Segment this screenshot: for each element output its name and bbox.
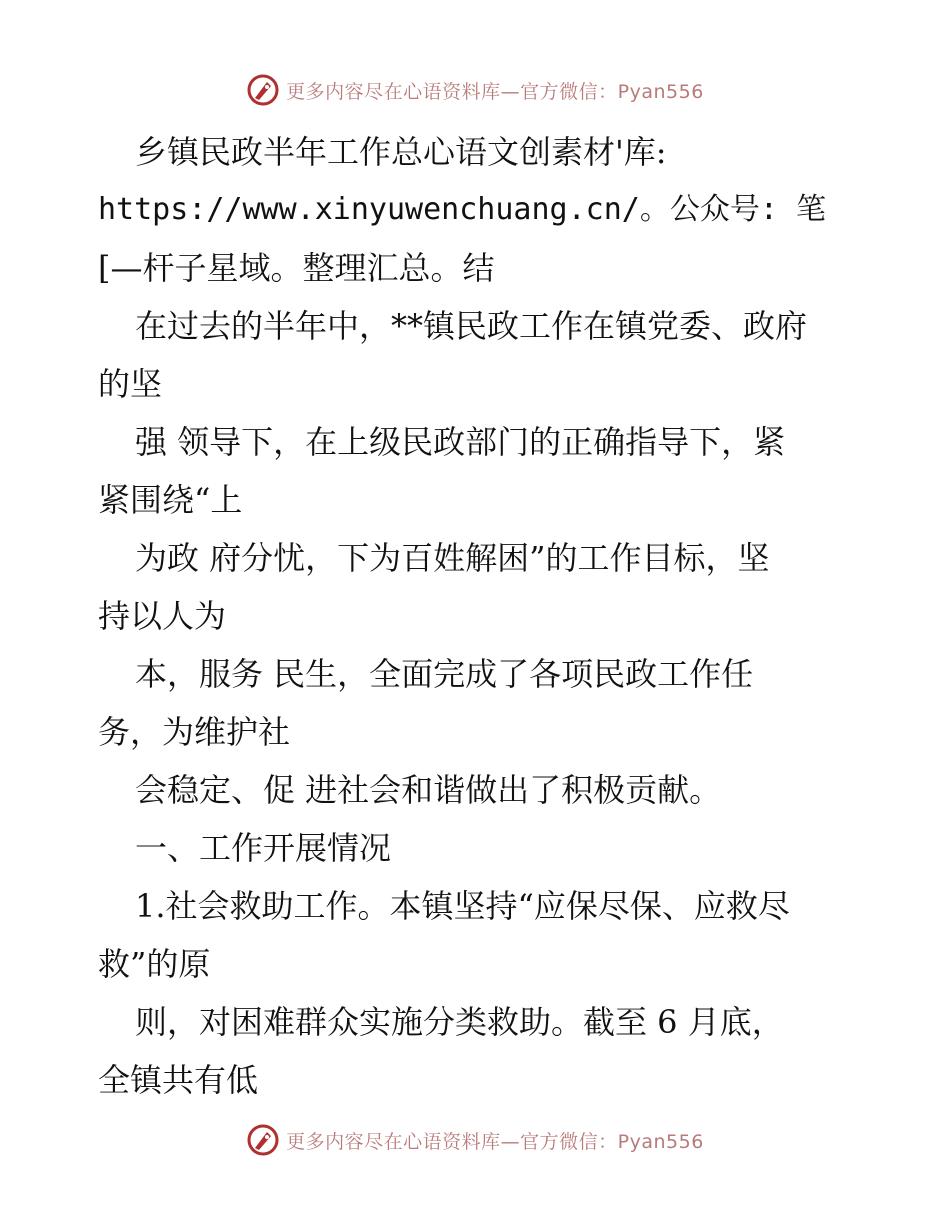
text-line: 本，服务 民生，全面完成了各项民政工作任 — [135, 655, 754, 693]
text-line: 为政 府分忧，下为百姓解困”的工作目标，坚 — [135, 539, 770, 577]
section-heading: 一、工作开展情况 — [135, 829, 392, 867]
pen-nib-logo-icon — [246, 73, 280, 107]
pen-nib-logo-icon — [246, 1123, 280, 1157]
text-line: 全镇共有低 — [98, 1061, 259, 1099]
text-line: https://www.xinyuwenchuang.cn/。公众号: 笔 — [98, 192, 826, 227]
header-watermark-text: 更多内容尽在心语资料库—官方微信：Pyan556 — [286, 80, 704, 103]
text-line: [—杆子星域。整理汇总。结 — [98, 249, 495, 287]
text-line: 紧围绕“上 — [98, 481, 243, 519]
text-line: 1.社会救助工作。本镇坚持“应保尽保、应救尽 — [135, 887, 790, 925]
footer-watermark-banner — [0, 1120, 950, 1160]
text-line: 的坚 — [98, 365, 163, 403]
text-line: 强 领导下，在上级民政部门的正确指导下，紧 — [135, 423, 786, 461]
document-body — [98, 123, 898, 1109]
header-watermark-banner — [0, 70, 950, 110]
text-line: 乡镇民政半年工作总心语文创素材'库: — [135, 133, 667, 171]
text-line: 则，对困难群众实施分类救助。截至 6 月底， — [135, 1003, 784, 1041]
text-line: 在过去的半年中，**镇民政工作在镇党委、政府 — [135, 307, 808, 345]
text-line: 救”的原 — [98, 945, 211, 983]
footer-watermark-text: 更多内容尽在心语资料库—官方微信：Pyan556 — [286, 1130, 704, 1153]
text-line: 会稳定、促 进社会和谐做出了积极贡献。 — [135, 771, 722, 809]
text-line: 务，为维护社 — [98, 713, 291, 751]
text-line: 持以人为 — [98, 597, 227, 635]
